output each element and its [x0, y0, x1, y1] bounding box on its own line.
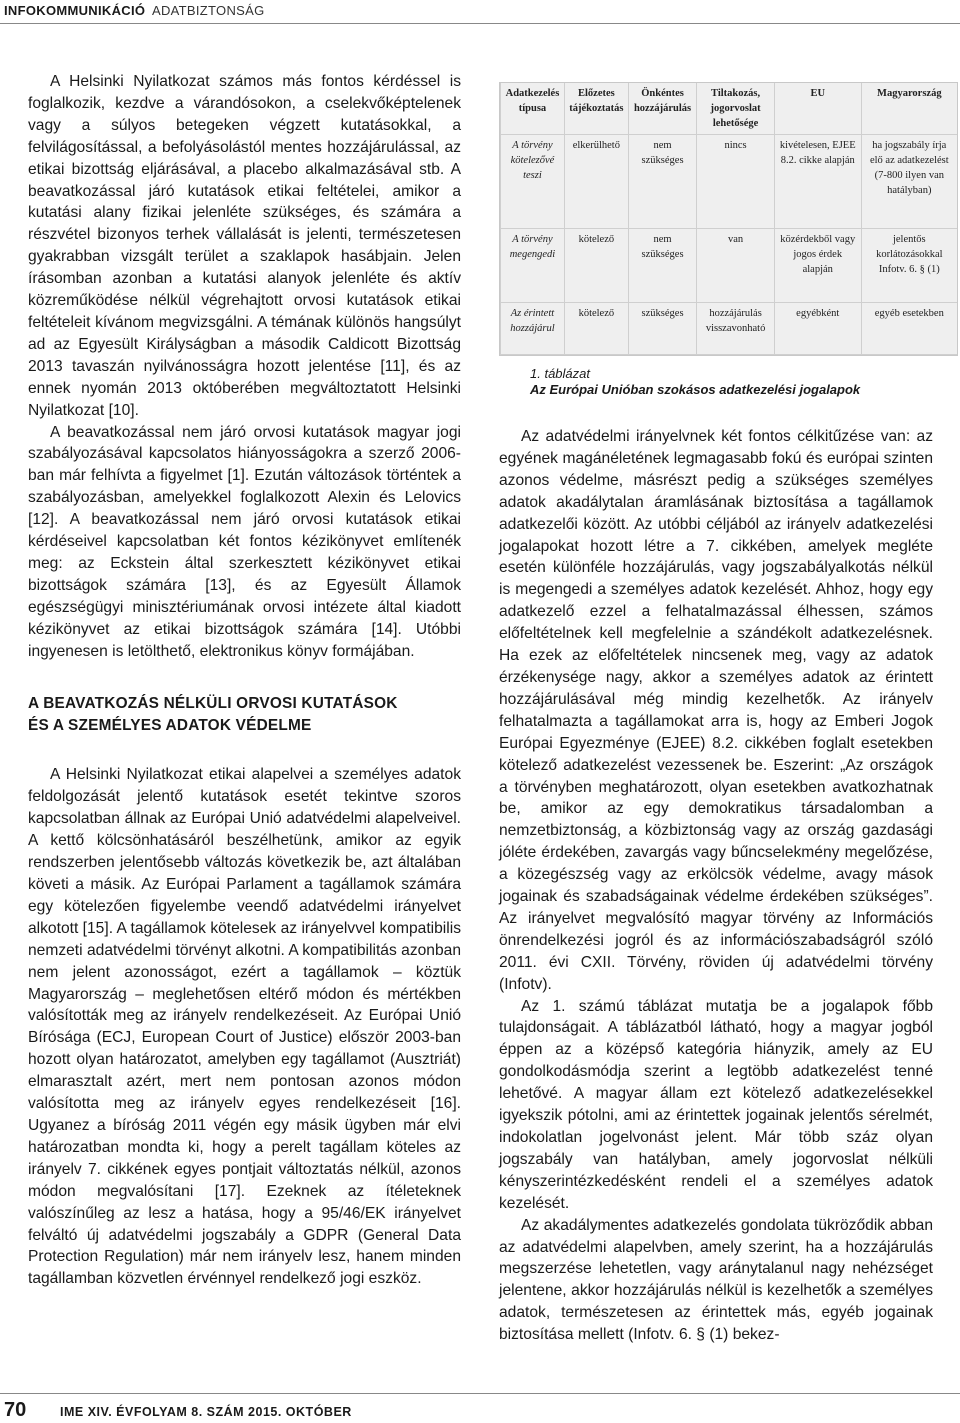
table-cell: kivételesen, EJEE 8.2. cikke alapján	[774, 135, 861, 229]
table-cell: elkerülhető	[564, 135, 628, 229]
table-header-cell: Előzetes tájékoztatás	[564, 83, 628, 135]
section-heading	[28, 693, 461, 737]
left-column	[28, 71, 461, 1290]
page-header	[0, 0, 960, 24]
caption-number: 1. táblázat	[530, 366, 590, 381]
table-row	[501, 302, 958, 354]
table-cell: egyébként	[774, 302, 861, 354]
table-header-cell: Magyarország	[861, 83, 957, 135]
caption-title: Az Európai Unióban szokásos adatkezelési jogalapok	[530, 382, 861, 397]
paragraph: Az adatvédelmi irányelvnek két fontos célkitűzése van: az egyének magánéletének legmagasabb fokú és európai szinten azonos védelme, másrészt pedig a szükséges személyes adatok akadálytalan áramlásának biztosítása a tagállamok adatkezelői között. Az utóbbi céljából az irányelv adatkezelési jogalapokat hozott létre a 7. cikkében, amelyek megléte esetén különféle hozzájárulás, vagy jogszabályalkotás nélkül is megengedi a személyes adatok kezelését. Ahhoz, hogy egy adatkezelő ezzel a felhatalmazással élhessen, számos előfeltételnek kell megfelelnie a szándékolt adatkezelésnek. Ha ezek az előfeltételek nincsenek meg, vagy az adatok érzékenysége nagy, akkor a személyes adatok az érintett hozzájárulásával még mindig kezelhetők. Az irányelv felhatalmazta a tagállamokat arra is, hogy az Emberi Jogok Európai Egyezménye (EJEE) 8.2. cikkében foglalt esetekben kötelező adatkezelést vezessenek be. Eszerint: „Az országok a törvényben meghatározott, olyan esetekben avatkozhatnak be, amikor az egy demokratikus társadalomban a nemzetbiztonság, a közbiztonság vagy az ország gazdasági jóléte érdekében, zavargás vagy bűncselekmény megelőzése, a közegészség vagy az erkölcsök védelme, avagy mások jogainak és szabadságainak védelme érdekében szükséges”. Az irányelvet megvalósító magyar törvény az Információs önrendelkezési jogról és az információszabadságról szóló 2011. évi CXII. Törvény, röviden új adatvédelmi törvény (Infotv).	[499, 428, 933, 993]
header-rule	[0, 23, 960, 24]
table-header-row	[501, 83, 958, 135]
table-cell: szükséges	[628, 302, 696, 354]
table-cell: kötelező	[564, 302, 628, 354]
paragraph: A Helsinki Nyilatkozat etikai alapelvei a személyes adatok feldolgozását jelentő kutatások esetét tekintve szoros kapcsolatban állnak az Európai Unió adatvédelmi alapelveivel. A kettő kölcsönhatásáról beszélhetünk, amikor az egyik rendszerben jelentősebb változás következik be, azt általában követi a másik. Az Európai Parlament a tagállamok számára egy kötelezően figyelembe veendő adatvédelmi irányelvet alkotott [15]. A tagállamok kötelesek az irányelvvel kompatibilis nemzeti adatvédelmi törvényt alkotni. A kompatibilitás azonban nem jelent azonosságot, ezért a tagállamok – köztük Magyarország – meglehetősen eltérő módon és mértékben valósították meg az irányelv rendelkezéseit. Az Európai Unió Bírósága (ECJ, European Court of Justice) először 2003-ban hozott olyan határozatot, amelyben egy tagállamot (Ausztriát) elmarasztalt azért, mert nem pontosan azonos módon valósította meg az irányelv egyes rendelkezéseit [16]. Ugyanez a bíróság 2011 végén egy másik ügyben már elvi határozatban mondta ki, hogy a perelt tagállam köteles az irányelv 7. cikkének egyes pontjait változtatás nélkül, azonos módon megvalósítani [17]. Ezeknek az ítéleteknek valószínűleg az lesz a hatása, hogy a 95/46/EK irányelvet felváltó új adatvédelmi jogszabály a GDPR (General Data Protection Regulation) már nem irányelv lesz, hanem minden tagállamban közvetlen érvénnyel rendelkező jogi eszköz.	[28, 766, 461, 1288]
table-cell: A törvény kötelezővé teszi	[501, 135, 565, 229]
table-row	[501, 135, 958, 229]
table-cell: nincs	[697, 135, 775, 229]
table-cell: van	[697, 229, 775, 302]
table-cell: egyéb esetekben	[861, 302, 957, 354]
footer-rule	[0, 1393, 960, 1394]
table-cell: nem szükséges	[628, 135, 696, 229]
table-cell: jelentős korlátozásokkal Infotv. 6. § (1)	[861, 229, 957, 302]
table-header-cell: Tiltakozás, jogorvoslat lehetősége	[697, 83, 775, 135]
table-caption	[530, 366, 950, 398]
table-cell: ha jogszabály írja elő az adatkezelést (7-800 ilyen van hatályban)	[861, 135, 957, 229]
section-label: INFOKOMMUNIKÁCIÓ	[4, 3, 146, 18]
subsection-label: ADATBIZTONSÁG	[152, 3, 265, 18]
table-row	[501, 229, 958, 302]
table-header-cell: Önkéntes hozzájárulás	[628, 83, 696, 135]
table-header-cell: EU	[774, 83, 861, 135]
table-cell: kötelező	[564, 229, 628, 302]
table-cell: nem szükséges	[628, 229, 696, 302]
legal-basis-table	[499, 82, 958, 356]
heading-line: A BEAVATKOZÁS NÉLKÜLI ORVOSI KUTATÁSOK	[28, 695, 398, 713]
page-number: 70	[4, 1399, 27, 1421]
paragraph: A beavatkozással nem járó orvosi kutatások magyar jogi szabályozásával kapcsolatos hiányosságokra a szerző 2006-ban már felhívta a figyelmet [1]. Ezután változások történtek a szabályozásban, amelyekkel foglalkozott Alexin és Lelovics [12]. A beavatkozással nem járó orvosi kutatások etikai kérdéseivel kapcsolatban két fontos kézikönyvet említenék meg: az Eckstein által szerkesztett kézikönyvet etikai bizottságok számára [13], és az Egyesült Államok egészségügyi minisztériumának orvosi intézete által kiadott kézikönyvet az etikai bizottságok számára [14]. Utóbbi ingyenesen is letölthető, elektronikus könyv formájában.	[28, 423, 461, 660]
table-cell: közérdekből vagy jogos érdek alapján	[774, 229, 861, 302]
heading-line: ÉS A SZEMÉLYES ADATOK VÉDELME	[28, 717, 312, 735]
table-cell: hozzájárulás visszavonható	[697, 302, 775, 354]
paragraph: Az akadálymentes adatkezelés gondolata tükröződik abban az adatvédelmi alapelvben, amely szerint, ha a hozzájárulás megszerzése lehetetlen, vagy aránytalanul nagy nehézséget jelentene, akkor hozzájárulás nélkül is kezelhetők a személyes adatok, természetesen az érintettek más, egyéb jogainak biztosítása mellett (Infotv. 6. § (1) bekez-	[499, 1216, 933, 1344]
issue-label: IME XIV. ÉVFOLYAM 8. SZÁM 2015. OKTÓBER	[60, 1405, 352, 1419]
table-header-cell: Adatkezelés típusa	[501, 83, 565, 135]
paragraph: Az 1. számú táblázat mutatja be a jogalapok főbb tulajdonságait. A táblázatból látható, hogy a magyar jogból éppen az a középső kategória hiányzik, amely az EU gondolkodásmódja szerint a legtöbb adatkezelést tenné lehetővé. A magyar állam ezt kötelező adatkezelésekkel igyekszik pótolni, ami az érintettek jogainak jelentős sérelmét, indokolatlan jogelvonást jelent. Már több száz olyan jogszabály van hatályban, amely jogorvoslat nélküli kényszerintézkedésként rendeli el a személyes adatok kezelését.	[499, 997, 933, 1212]
table-cell: A törvény megengedi	[501, 229, 565, 302]
table-cell: Az érintett hozzájárul	[501, 302, 565, 354]
page-footer	[0, 1393, 960, 1423]
paragraph: A Helsinki Nyilatkozat számos más fontos kérdéssel is foglalkozik, kezdve a várandósokon, a cselekvőképtelenek vagy a súlyos betegeken végzett kutatásokkal, a felvilágosítással, a befolyásolástól mentes hozzájárulással, az etikai bizottság eljárásával, a placebo alkalmazásával stb. A beavatkozással járó kutatások etikai feltételei, amikor a kutatási alany fizikai jelenléte szükséges, és számára a részvétel bizonyos terhek vállalását is jelenti, természetesen gyakrabban vizsgált terület a szaklapok hasábjain. Jelen írásomban azonban a kutatási alanyok jelenléte és aktív közreműködése nélkül végrehajtott orvosi kutatások etikai feltételeit kívánom megvizsgálni. A témának különös hangsúlyt ad az Egyesült Királyságban a második Caldicott Bizottság 2013 tavaszán nyilvánosságra hozott jelentése [11], és az ennek nyomán 2013 októberében megváltoztatott Helsinki Nyilatkozat [10].	[28, 73, 461, 419]
right-column	[499, 426, 933, 1346]
